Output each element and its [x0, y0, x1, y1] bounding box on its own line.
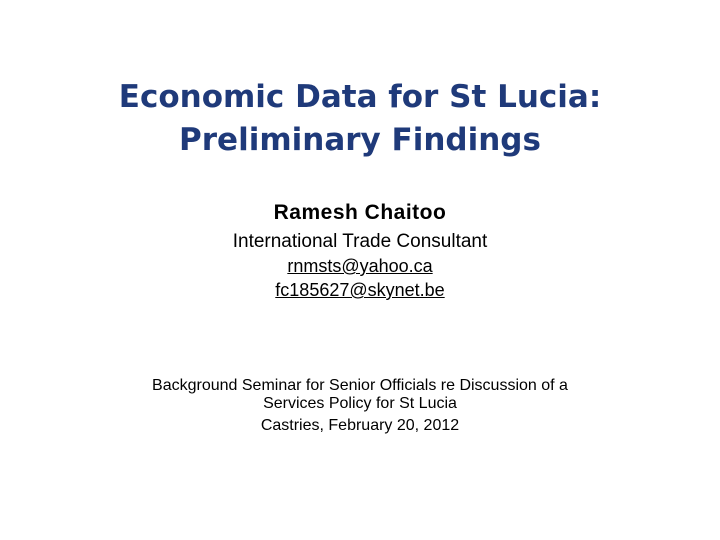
slide-title-line-1: Economic Data for St Lucia:: [118, 79, 602, 115]
author-name: Ramesh Chaitoo: [273, 201, 447, 224]
place-and-date: Castries, February 20, 2012: [260, 417, 460, 434]
event-line-1: Background Seminar for Senior Officials re Discussion of a: [152, 377, 568, 394]
event-description: [110, 377, 610, 413]
author-role: International Trade Consultant: [232, 231, 488, 252]
email-link-skynet[interactable]: fc185627@skynet.be: [275, 280, 445, 300]
email-link-yahoo[interactable]: rnmsts@yahoo.ca: [287, 256, 433, 276]
slide-title: [60, 76, 660, 162]
slide-title-line-2: Preliminary Findings: [179, 122, 541, 158]
event-line-2: Services Policy for St Lucia: [263, 395, 457, 412]
